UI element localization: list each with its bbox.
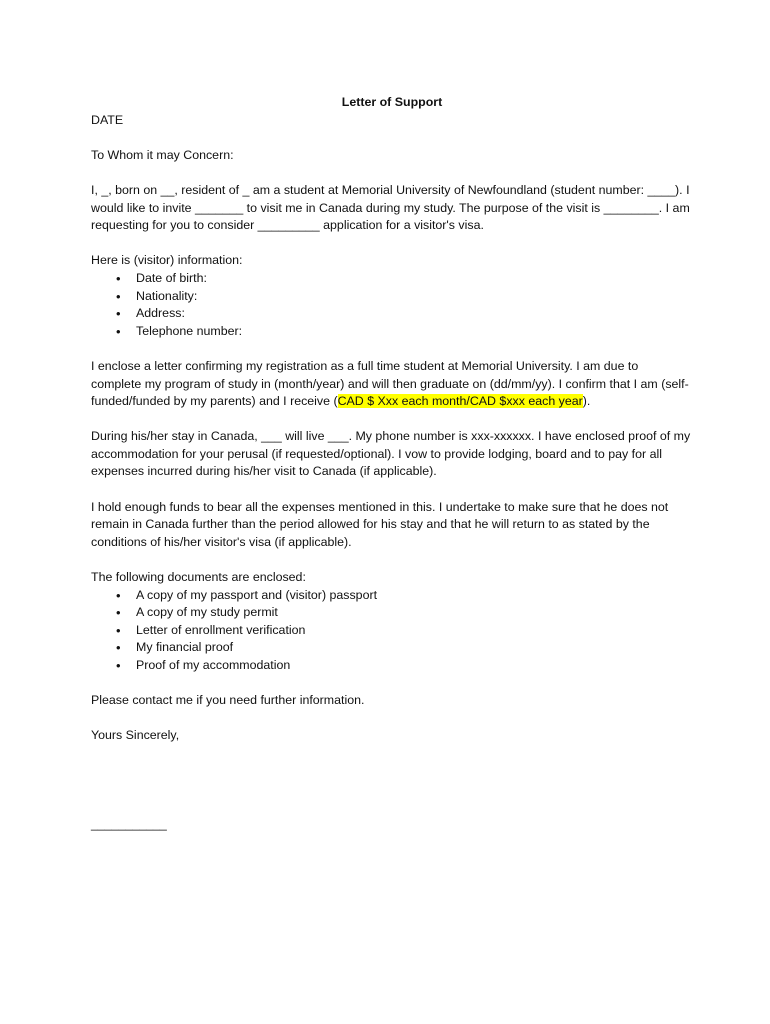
visitor-info-section <box>91 252 691 340</box>
signature-space <box>91 763 691 816</box>
visitor-info-heading: Here is (visitor) information: <box>91 253 243 268</box>
stay-paragraph: During his/her stay in Canada, ___ will live ___. My phone number is xxx-xxxxxx. I have enclosed proof of my accommodation for your perusal (if requested/optional). I vow to provide lodging, board and to pay for all expenses incurred during his/her visit to Canada (if applicable). <box>91 429 691 479</box>
list-item: • My financial proof <box>91 639 691 657</box>
list-item: • Letter of enrollment verification <box>91 622 691 640</box>
salutation: To Whom it may Concern: <box>91 147 234 162</box>
intro-paragraph: I, _, born on __, resident of _ am a student at Memorial University of Newfoundland (student number: ____). I would like to invite _______ to visit me in Canada during my study. The purpose of the visit is ________. I am requesting for you to consider _________ application for a visitor's visa. <box>91 182 690 233</box>
list-item: • Nationality: <box>91 288 691 306</box>
list-item: • Address: <box>91 305 691 323</box>
registration-paragraph <box>91 358 691 411</box>
list-item: • Telephone number: <box>91 323 691 341</box>
visitor-info-list <box>91 270 691 340</box>
documents-list <box>91 587 691 675</box>
signature-line: ___________ <box>91 816 167 831</box>
documents-section <box>91 569 691 675</box>
funding-highlight: CAD $ Xxx each month/CAD $xxx each year <box>337 394 583 409</box>
list-item: • Date of birth: <box>91 270 691 288</box>
contact-paragraph: Please contact me if you need further information. <box>91 693 365 708</box>
funds-paragraph: I hold enough funds to bear all the expenses mentioned in this. I undertake to make sure that he does not remain in Canada further than the period allowed for his stay and that he will return to as stated by the conditions of his/her visitor's visa (if applicable). <box>91 499 669 549</box>
registration-text: I enclose a letter confirming my registration as a full time student at Memorial University. I am due to complete my program of study in (month/year) and will then graduate on (dd/mm/yy). I confirm that I am (self-funded/funded by my parents) and I receive ( <box>91 358 689 409</box>
closing-line: Yours Sincerely, <box>91 728 180 743</box>
letter-title: Letter of Support <box>341 95 443 109</box>
list-item: • A copy of my passport and (visitor) passport <box>91 587 691 605</box>
letter-body <box>91 94 691 833</box>
list-item: • A copy of my study permit <box>91 604 691 622</box>
documents-heading: The following documents are enclosed: <box>91 570 306 585</box>
date-line: DATE <box>91 112 124 127</box>
registration-end: ). <box>582 394 591 409</box>
list-item: • Proof of my accommodation <box>91 657 691 675</box>
